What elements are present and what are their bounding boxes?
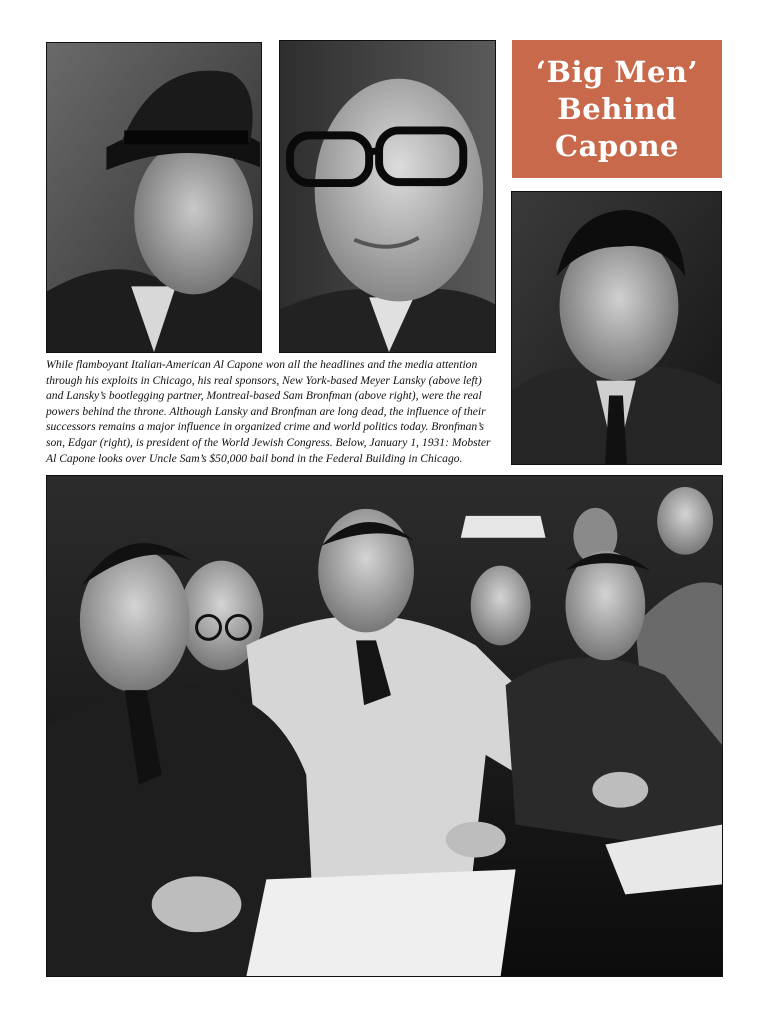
portrait-man-in-suit bbox=[512, 192, 721, 464]
photo-meyer-lansky bbox=[46, 42, 262, 353]
portrait-man-in-hat bbox=[47, 43, 261, 352]
photo-caption: While flamboyant Italian-American Al Capone won all the headlines and the media attention through his exploits in Chicago, his real sponsors, New York-based Meyer Lansky (above left) and Lansky’s bootlegging partner, Montreal-based Sam Bronfman (above right), were the real powers behind the throne. Although Lansky and Bronfman are long dead, the influence of their successors remains a major influence in organized crime and world politics today. Bronfman’s son, Edgar (right), is president of the World Jewish Congress. Below, January 1, 1931: Mobster Al Capone looks over Uncle Sam’s $50,000 bail bond in the Federal Building in Chicago. bbox=[46, 358, 491, 465]
title-box bbox=[512, 40, 722, 178]
photo-edgar-bronfman bbox=[511, 191, 722, 465]
title-line-3: Capone bbox=[554, 128, 680, 163]
title-line-1: ‘Big Men’ bbox=[535, 54, 699, 89]
photo-sam-bronfman bbox=[279, 40, 496, 353]
portrait-man-with-glasses bbox=[280, 41, 495, 352]
group-photo-men-at-desk bbox=[47, 476, 722, 976]
photo-al-capone-bail-bond bbox=[46, 475, 723, 977]
title-line-2: Behind bbox=[557, 91, 677, 126]
